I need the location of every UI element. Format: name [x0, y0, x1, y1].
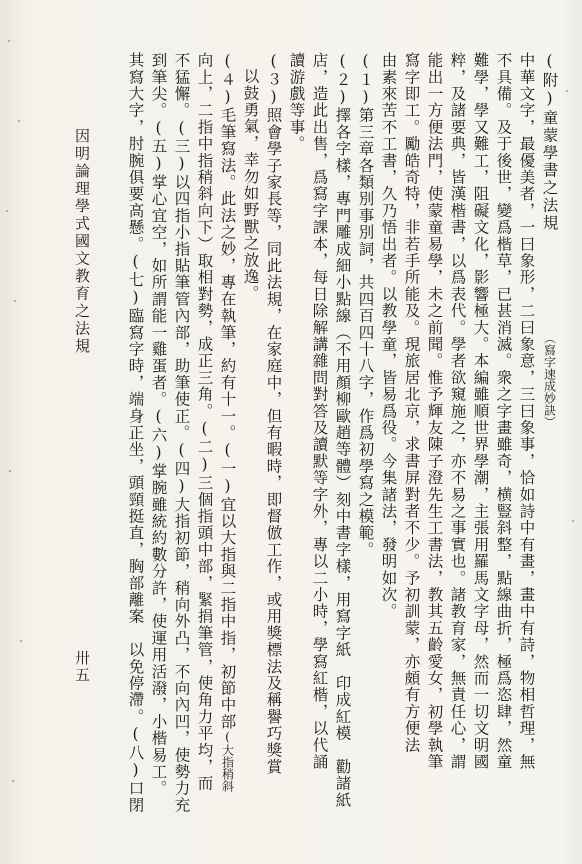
text-column: (１)第三章各類別事別詞，共四百四十八字，作爲初學寫之模範。 [356, 52, 375, 558]
page-number: 卅五 [73, 650, 91, 684]
scan-speck [566, 90, 568, 92]
heading-note: （寫字速成妙訣） [542, 332, 557, 428]
text-column: 難學，學又難工，阻礙文化，影響極大。本編雖順世界學潮，主張用羅馬文字母，然而一切文明國 [471, 52, 490, 771]
text-column: 到筆尖。(五)掌心宜空，如所謂能一雞蛋者。(六)掌腕雖統約數分許，使運用活潑，小楷易工。 [149, 52, 168, 797]
text-column: 店，造此出售，爲寫字課本，每日除解講雜問對答及讀默等字外，專以二小時，學寫紅楷，以代誦 [310, 52, 329, 771]
text-column: 寫字即工。勵皓奇特，非若手所能及。現旅居北京，求書屏對者不少。予初訓蒙，亦頗有方便法 [402, 52, 421, 754]
text-column: 粹，及諸要典，皆漢楷書，以爲表代。學者欲窺施之，亦不易之事實也。諸教育家，無責任心，謂 [448, 52, 467, 771]
text-column: 由素來苦不工書，久乃悟出者。以教學童，皆易爲役。今集諸法，發明如次。 [379, 52, 398, 620]
text-column: 中華文字，最優美者，一曰象形，二曰象意，三曰象事，恰如詩中有畫，畫中有詩，物相哲理，無 [517, 52, 536, 771]
scan-speck [20, 640, 22, 642]
scan-speck [12, 780, 14, 782]
text-column: (４)毛筆寫法。此法之妙，專在執筆，約有十一。(一)宜以大指與二指中指，初節中部(大指稍斜 [218, 52, 237, 792]
inline-note: (大指稍斜 [220, 730, 235, 792]
text-column: 其寫大字，肘腕俱要高懸。(七)臨寫字時，端身正坐，頭頸挺直，胸部離案 以免停滯。(八)口閉 [126, 52, 145, 814]
scan-speck [14, 300, 16, 302]
text-column: 向上，二指中指稍斜向下）取相對勢，成正三角。(二)三個指頭中部，緊捐筆管，使角力平均，而 [195, 52, 214, 792]
scan-speck [572, 520, 574, 522]
text-column: 能出一方便法門，使蒙童易學，未之前聞。惟予輝友陳子澄先生工書法，教其五齡愛女，初學執筆 [425, 52, 444, 771]
scan-speck [9, 470, 11, 472]
text-column: 不猛懈。(三)以四指小指貼筆管內部，助筆使正。(四)大指初節，稍向外凸，不向內凹，使勢力充 [172, 52, 191, 814]
text-column: 以鼓勇氣，幸勿如野獸之放逸。 [241, 68, 260, 302]
text-column: (２)擇各字樣，專門雕成細小點線（不用顏柳歐趙等體）刻中書字樣，用寫字紙 印成紅模 勸諸紙 [333, 52, 352, 809]
footer-book-title: 因明論理學式國文教育之法規 [73, 128, 91, 356]
text-column: (３)照會學子家長等，同此法規，在家庭中，但有暇時，即督倣工作，或用獎標法及稱譽巧獎賞 [264, 52, 283, 776]
scan-speck [8, 40, 10, 42]
scan-speck [6, 210, 8, 212]
text-column: 不具備。及于後世，變爲楷草，已甚消滅。衆之字畫雖奇，横豎斜整，點線曲折，極爲恣肆，然童 [494, 52, 513, 771]
scan-speck [18, 120, 20, 122]
text-column: 讀游戲等事。 [287, 52, 306, 153]
section-heading: (附)童蒙學書之法規（寫字速成妙訣） [540, 52, 559, 428]
